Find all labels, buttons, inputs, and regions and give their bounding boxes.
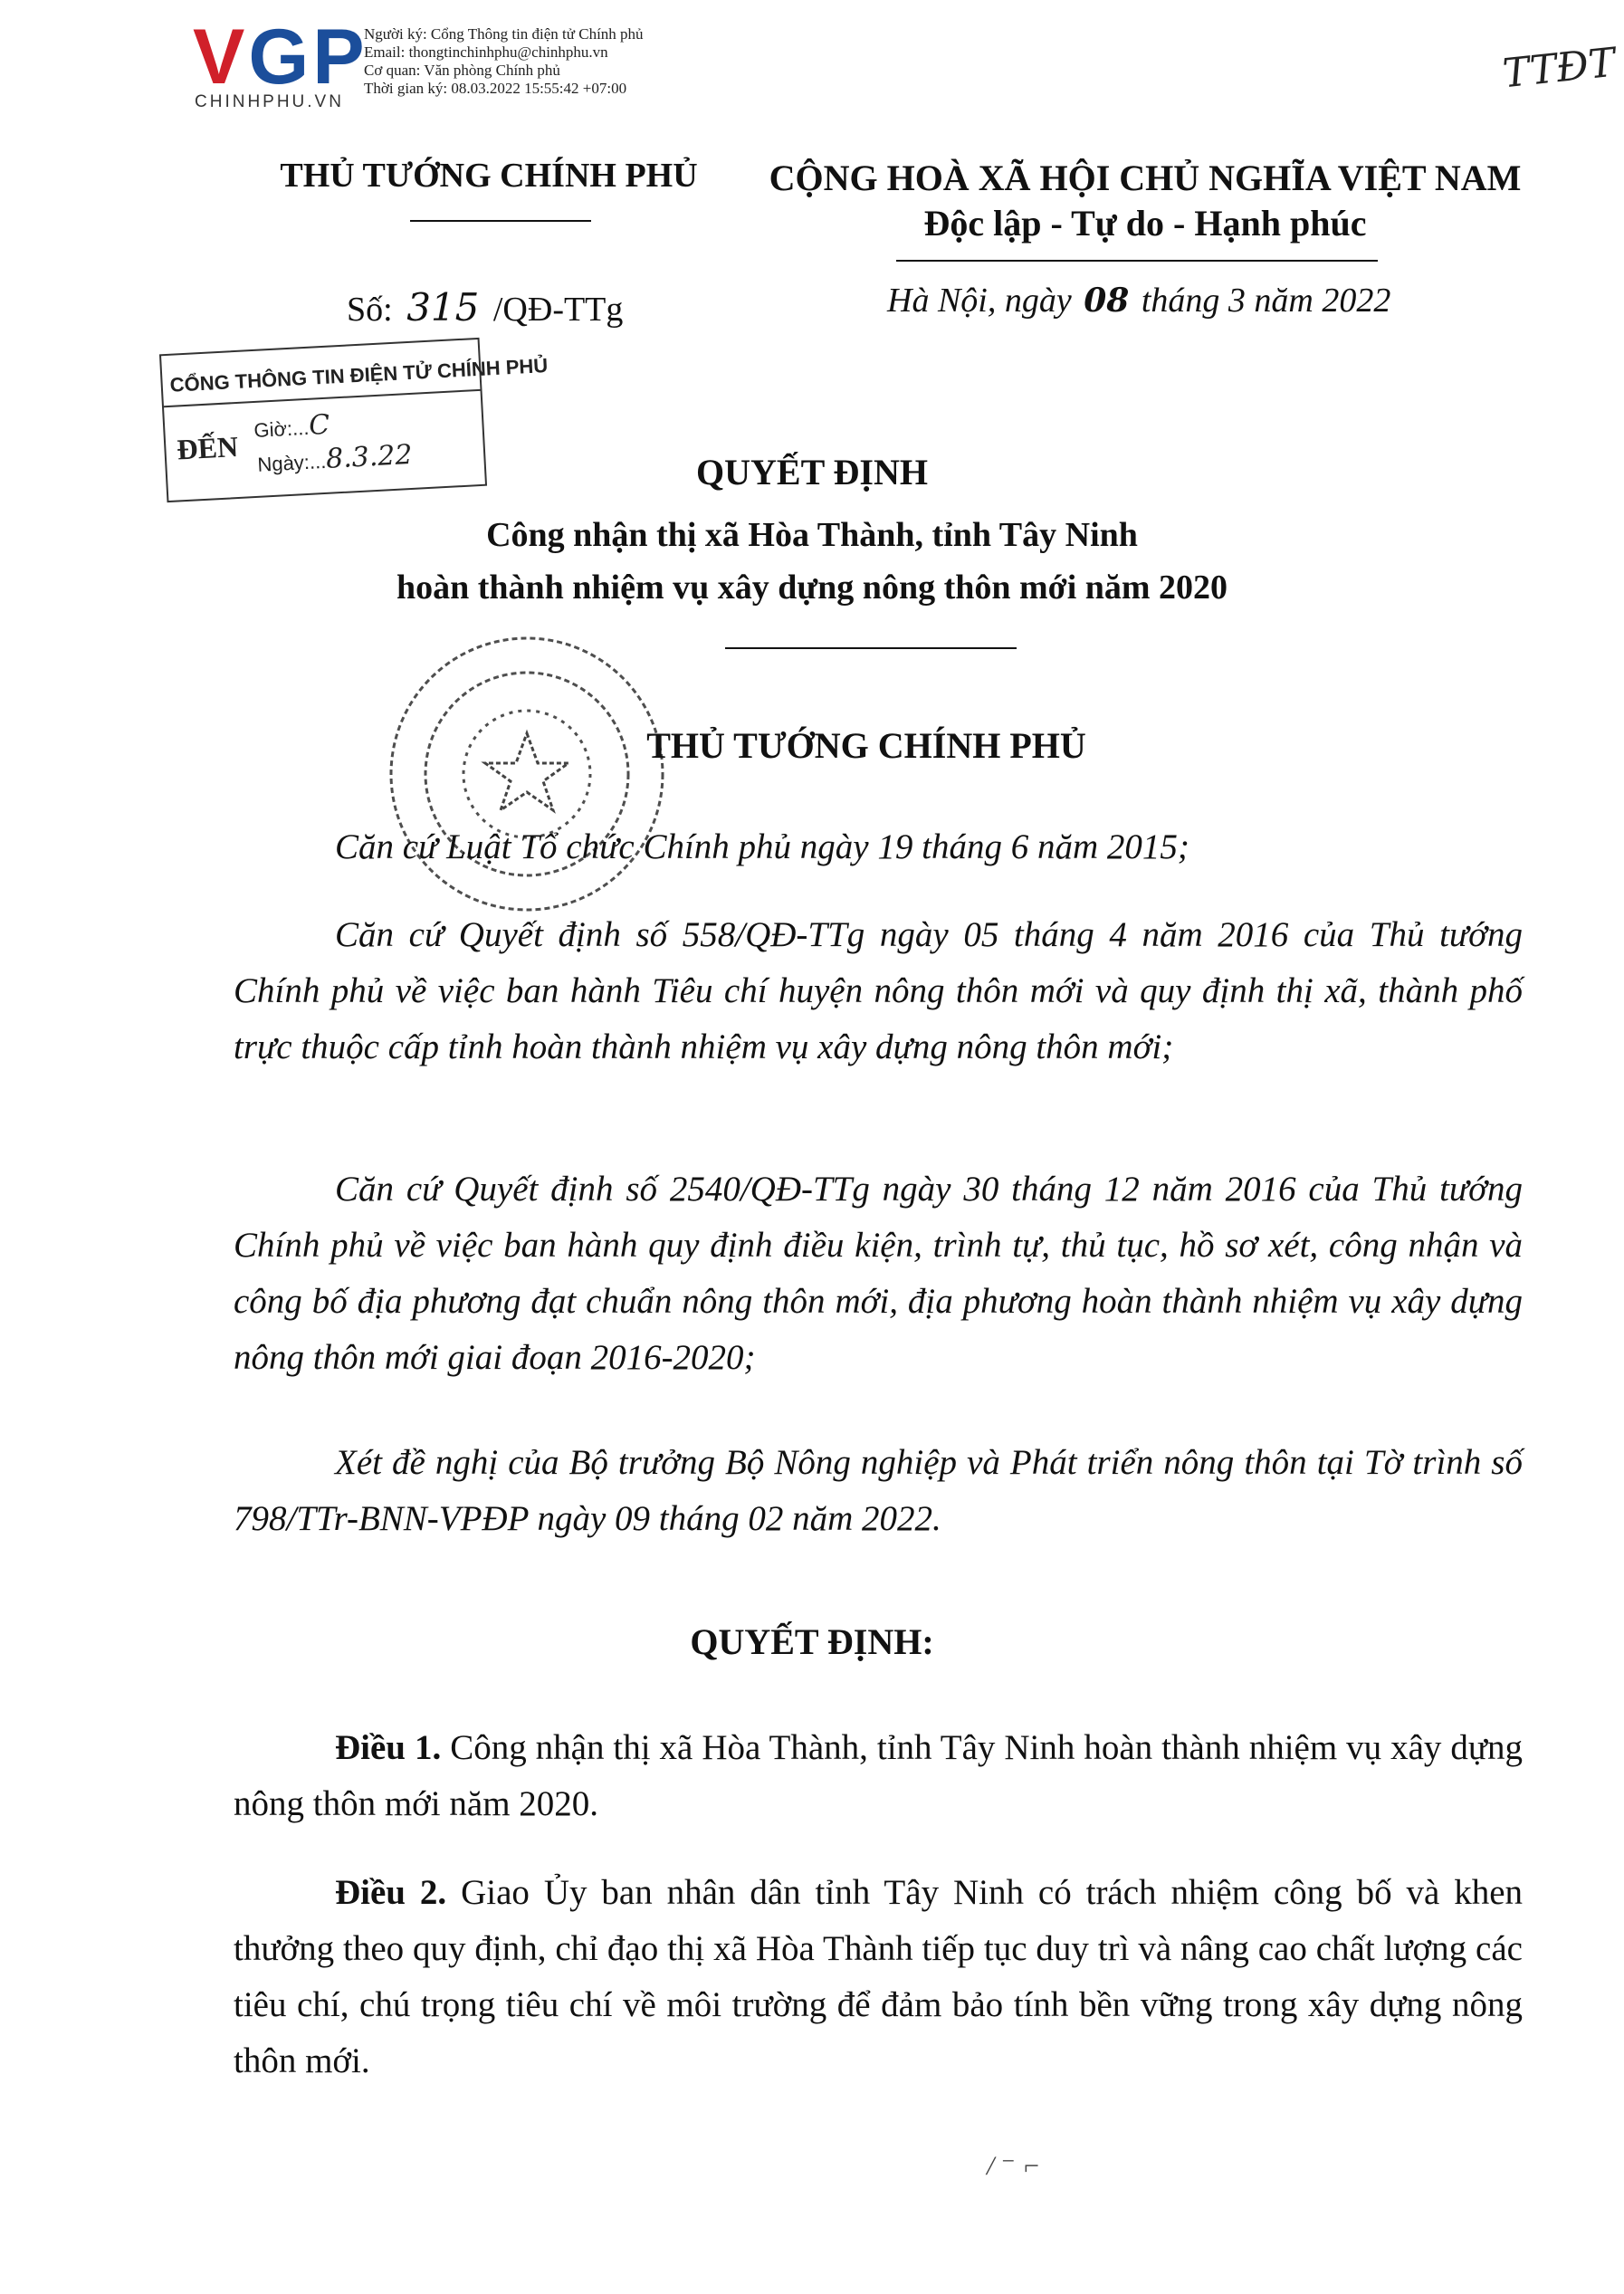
basis-text: Xét đề nghị của Bộ trưởng Bộ Nông nghiệp và Phát triển nông thôn tại Tờ trình số 798/TTr-BNN-VPĐP ngày 09 tháng 02 năm 2022.	[234, 1443, 1523, 1538]
basis-paragraph	[234, 819, 1523, 875]
document-date	[887, 281, 1390, 320]
motto-underline	[896, 260, 1378, 262]
email-line: Email: thongtinchinhphu@chinhphu.vn	[364, 43, 608, 61]
basis-text: Căn cứ Quyết định số 558/QĐ-TTg ngày 05 tháng 4 năm 2016 của Thủ tướng Chính phủ về việc ban hành Tiêu chí huyện nông thôn mới và quy định thị xã, thành phố trực thuộc cấp tỉnh hoàn thành nhiệm vụ xây dựng nông thôn mới;	[234, 915, 1523, 1066]
nation-name: CỘNG HOÀ XÃ HỘI CHỦ NGHĨA VIỆT NAM	[769, 158, 1522, 198]
digital-signature-info	[364, 25, 644, 98]
official-seal	[355, 629, 699, 919]
basis-text: Căn cứ Quyết định số 2540/QĐ-TTg ngày 30 tháng 12 năm 2016 của Thủ tướng Chính phủ về việc ban hành quy định điều kiện, trình tự, thủ tục, hồ sơ xét, công nhận và công bố địa phương đạt chuẩn nông thôn mới, địa phương hoàn thành nhiệm vụ xây dựng nông thôn mới giai đoạn 2016-2020;	[234, 1170, 1523, 1377]
article-2	[234, 1865, 1523, 2089]
document-subject	[0, 509, 1624, 614]
sign-time-line: Thời gian ký: 08.03.2022 15:55:42 +07:00	[364, 80, 627, 97]
national-header	[751, 156, 1539, 246]
article-text: Công nhận thị xã Hòa Thành, tỉnh Tây Ninh hoàn thành nhiệm vụ xây dựng nông thôn mới năm 2020.	[234, 1728, 1524, 1823]
subject-underline	[725, 647, 1017, 649]
stamp-time	[253, 409, 330, 444]
article-label: Điều 1.	[335, 1728, 442, 1767]
subject-line-1: Công nhận thị xã Hòa Thành, tỉnh Tây Ninh	[486, 516, 1138, 554]
issuing-agency: THỦ TƯỚNG CHÍNH PHỦ	[280, 157, 698, 195]
agency-line: Cơ quan: Văn phòng Chính phủ	[364, 62, 560, 79]
motto: Độc lập - Tự do - Hạnh phúc	[923, 203, 1367, 244]
vgp-logo-text: VGP	[193, 14, 368, 100]
stamp-title: CỔNG THÔNG TIN ĐIỆN TỬ CHÍNH PHỦ	[169, 353, 549, 397]
article-text: Giao Ủy ban nhân dân tỉnh Tây Ninh có trách nhiệm công bố và khen thưởng theo quy định, chỉ đạo thị xã Hòa Thành tiếp tục duy trì và nâng cao chất lượng các tiêu chí, chú trọng tiêu chí về môi trường để đảm bảo tính bền vững trong xây dựng nông thôn mới.	[234, 1873, 1524, 2080]
stamp-date-label: Ngày:...	[256, 449, 327, 476]
page-mark: / ⁻ ⌐	[987, 2151, 1041, 2181]
document-title: QUYẾT ĐỊNH	[696, 452, 928, 492]
vgp-logo	[193, 14, 368, 113]
basis-paragraph	[234, 1161, 1523, 1386]
number-value: 315	[406, 285, 480, 330]
article-label: Điều 2.	[335, 1873, 447, 1912]
basis-text: Căn cứ Luật Tổ chức Chính phủ ngày 19 tháng 6 năm 2015;	[335, 827, 1189, 866]
document-number	[347, 285, 623, 330]
signer-line: Người ký: Cổng Thông tin điện tử Chính phủ	[364, 25, 644, 43]
stamp-time-label: Giờ:...	[253, 416, 310, 443]
authority-heading: THỦ TƯỚNG CHÍNH PHỦ	[646, 725, 1086, 766]
date-rest: tháng 3 năm 2022	[1141, 282, 1391, 320]
basis-paragraph	[234, 1435, 1523, 1547]
subject-line-2: hoàn thành nhiệm vụ xây dựng nông thôn mới năm 2020	[396, 569, 1228, 607]
decision-heading: QUYẾT ĐỊNH:	[690, 1621, 934, 1662]
number-label: Số:	[347, 291, 393, 329]
basis-paragraph	[234, 907, 1523, 1075]
vgp-logo-subtext: CHINHPHU.VN	[195, 92, 344, 111]
stamp-date-value: 8.3.22	[325, 438, 414, 475]
stamp-den: ĐẾN	[176, 429, 239, 466]
handwritten-note: TTĐT	[1500, 39, 1618, 98]
date-prefix: Hà Nội, ngày	[887, 282, 1072, 320]
date-day: 08	[1084, 282, 1130, 320]
stamp-time-value: C	[308, 408, 331, 442]
number-suffix: /QĐ-TTg	[492, 291, 624, 329]
article-1	[234, 1720, 1523, 1832]
agency-underline	[410, 220, 591, 222]
